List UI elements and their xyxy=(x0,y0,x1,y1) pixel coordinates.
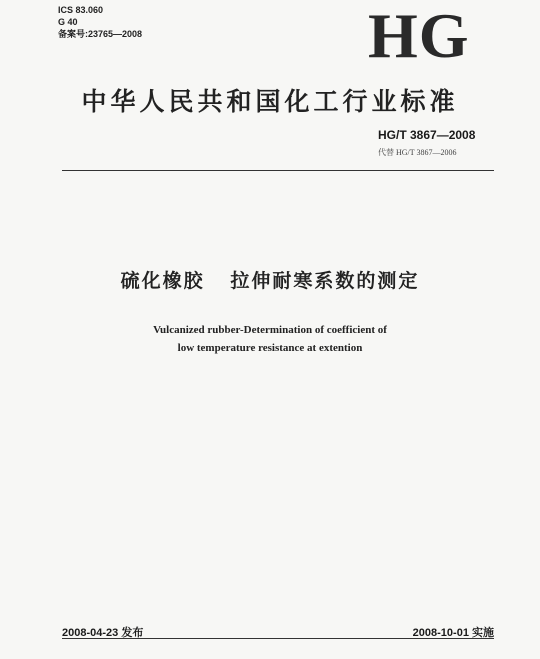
header-divider xyxy=(62,170,494,171)
standard-type-title: 中华人民共和国化工行业标准 xyxy=(81,87,459,116)
english-title xyxy=(0,321,540,357)
ccs-code: G 40 xyxy=(58,17,78,27)
issue-date: 2008-04-23 发布 xyxy=(62,627,144,639)
english-title-line-1: Vulcanized rubber-Determination of coefficient of xyxy=(153,324,387,336)
chinese-title: 硫化橡胶 拉伸耐寒系数的测定 xyxy=(120,270,420,292)
english-title-line-2: low temperature resistance at extention xyxy=(177,342,363,354)
replaces-standard: 代替 HG/T 3867—2006 xyxy=(378,148,457,157)
ics-code: ICS 83.060 xyxy=(58,5,104,15)
record-number: 备案号:23765—2008 xyxy=(58,29,143,39)
implementation-date: 2008-10-01 实施 xyxy=(412,627,494,639)
footer-divider xyxy=(62,638,494,639)
classification-block xyxy=(58,4,142,40)
hg-logo: HG xyxy=(368,0,470,71)
standard-code: HG/T 3867—2008 xyxy=(378,128,476,142)
